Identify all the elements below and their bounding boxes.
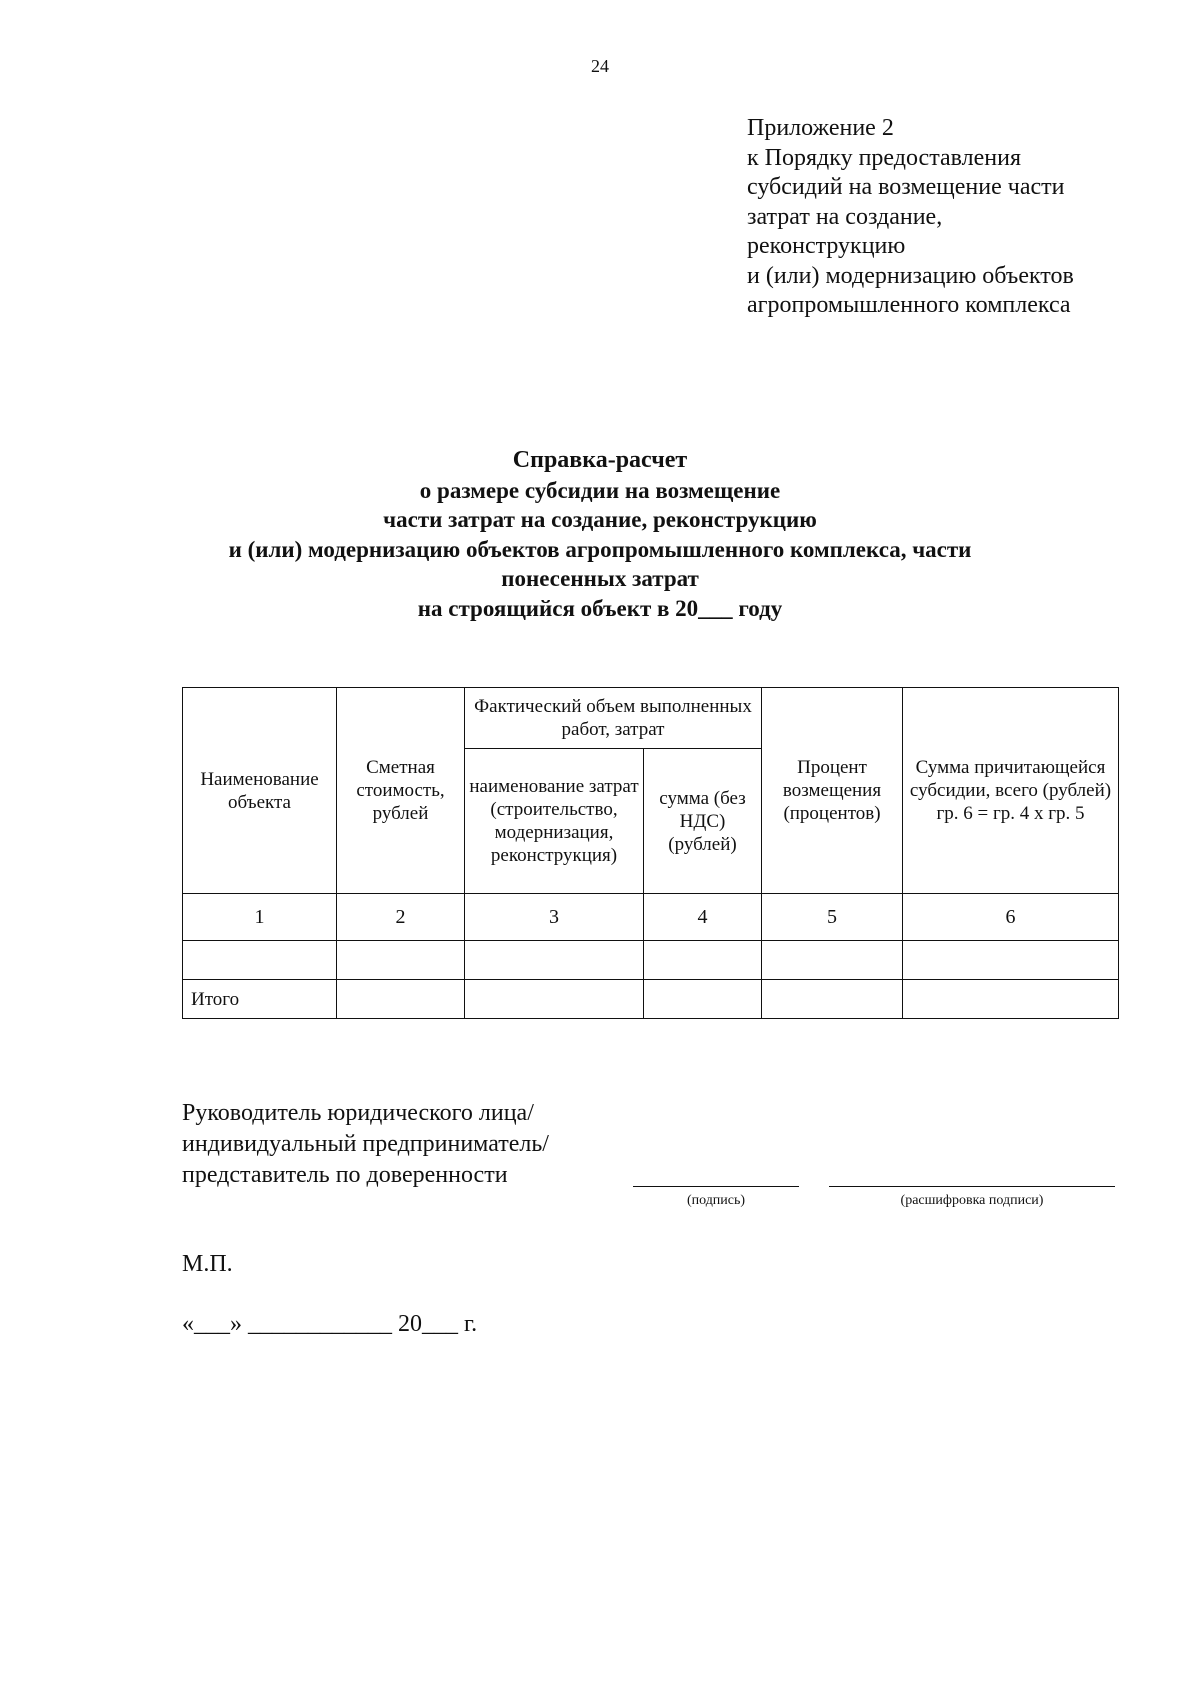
signatory-line: Руководитель юридического лица/ (182, 1100, 534, 1126)
table-cell (644, 941, 762, 980)
total-label: Итого (183, 980, 337, 1019)
column-number: 4 (644, 894, 762, 941)
appendix-line: Приложение 2 (747, 115, 894, 141)
column-number: 1 (183, 894, 337, 941)
date-line: «___» ____________ 20___ г. (182, 1311, 478, 1337)
signatory-line: индивидуальный предприниматель/ (182, 1131, 549, 1157)
appendix-line: к Порядку предоставления (747, 144, 1022, 171)
decoding-caption: (расшифровка подписи) (900, 1193, 1044, 1208)
calculation-table (182, 687, 1119, 1019)
header-object-name: Наименование объекта (183, 688, 337, 894)
header-cost-name: наименование затрат (строительство, модернизация, реконструкция) (465, 749, 644, 894)
table-cell (337, 980, 465, 1019)
signature-caption: (подпись) (686, 1193, 746, 1208)
appendix-line: затрат на создание, (747, 203, 943, 230)
table-cell (465, 941, 644, 980)
appendix-line: субсидий на возмещение части (747, 174, 1065, 200)
signatory-line: представитель по доверенности (182, 1162, 508, 1188)
table-cell (465, 980, 644, 1019)
total-row (183, 980, 1119, 1019)
title-line: части затрат на создание, реконструкцию (383, 507, 817, 532)
header-subsidy-sum: Сумма причитающейся субсидии, всего (рублей) гр. 6 = гр. 4 х гр. 5 (903, 688, 1119, 894)
decoding-line (829, 1186, 1115, 1187)
page-number: 24 (591, 56, 609, 76)
signatory-block (182, 1098, 622, 1191)
appendix-note (747, 114, 1167, 321)
table-cell (337, 941, 465, 980)
appendix-line: и (или) модернизацию объектов (747, 262, 1074, 289)
column-number: 5 (762, 894, 903, 941)
title-line: Справка-расчет (512, 447, 688, 473)
header-estimated-cost: Сметная стоимость, рублей (337, 688, 465, 894)
column-number: 2 (337, 894, 465, 941)
appendix-line: агропромышленного комплекса (747, 292, 1071, 318)
column-number: 6 (903, 894, 1119, 941)
stamp-place: М.П. (182, 1251, 233, 1277)
column-number-row (183, 894, 1119, 941)
table-cell (762, 941, 903, 980)
appendix-line: реконструкцию (747, 233, 906, 259)
document-title (0, 446, 1200, 623)
title-line: на строящийся объект в 20___ году (417, 595, 783, 621)
title-line: и (или) модернизацию объектов агропромышленного комплекса, части (228, 536, 972, 562)
table-cell (183, 941, 337, 980)
title-line: о размере субсидии на возмещение (419, 477, 781, 503)
header-row (183, 688, 1119, 749)
title-line: понесенных затрат (501, 566, 699, 591)
header-sum-without-vat: сумма (без НДС) (рублей) (644, 749, 762, 894)
table-row (183, 941, 1119, 980)
table-cell (644, 980, 762, 1019)
table-cell (903, 941, 1119, 980)
table-cell (903, 980, 1119, 1019)
table-cell (762, 980, 903, 1019)
column-number: 3 (465, 894, 644, 941)
header-actual-volume: Фактический объем выполненных работ, затрат (465, 688, 762, 749)
header-reimbursement-percent: Процент возмещения (процентов) (762, 688, 903, 894)
signature-line (633, 1186, 799, 1187)
